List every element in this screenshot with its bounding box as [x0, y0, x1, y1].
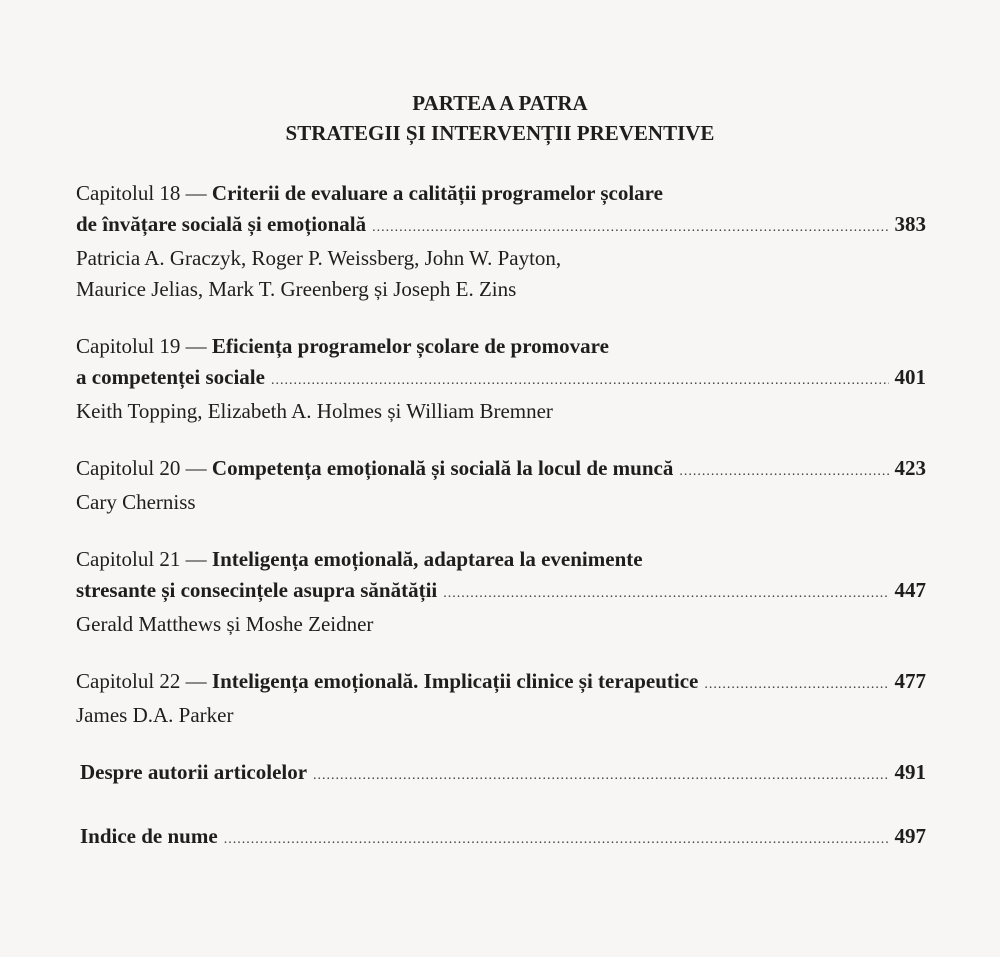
page-number: 423 — [894, 456, 926, 480]
chapter-title: Criterii de evaluare a calității programelor școlare — [211, 181, 663, 205]
chapter-title-cont: stresante și consecințele asupra sănătății — [76, 578, 438, 602]
dot-leader — [271, 365, 889, 396]
toc-entry-chapter-20[interactable] — [76, 453, 926, 518]
chapter-authors: Patricia A. Graczyk, Roger P. Weissberg, John W. Payton, — [76, 246, 562, 270]
toc-entry-name-index[interactable] — [76, 821, 926, 855]
page-number: 383 — [894, 212, 926, 236]
chapter-title: Eficiența programelor școlare de promovare — [211, 334, 609, 358]
dot-leader — [679, 456, 888, 487]
toc-entry-chapter-18[interactable] — [76, 178, 926, 305]
page-number: 491 — [894, 760, 926, 784]
part-title: STRATEGII ȘI INTERVENȚII PREVENTIVE — [285, 121, 715, 145]
chapter-title: Inteligența emoțională, adaptarea la evenimente — [211, 547, 643, 571]
chapter-title: Inteligența emoțională. Implicații clinice și terapeutice — [211, 669, 699, 693]
chapter-title-cont: a competenței sociale — [76, 365, 265, 389]
chapter-authors: Gerald Matthews și Moshe Zeidner — [76, 612, 374, 636]
chapter-label: Capitolul 18 — — [76, 181, 207, 205]
toc-entry-chapter-21[interactable] — [76, 544, 926, 640]
chapter-title-cont: de învățare socială și emoțională — [76, 212, 367, 236]
toc-entry-chapter-19[interactable] — [76, 331, 926, 427]
dot-leader — [313, 760, 888, 791]
chapter-authors: James D.A. Parker — [76, 703, 234, 727]
chapter-authors: Cary Cherniss — [76, 490, 196, 514]
chapter-label: Capitolul 19 — — [76, 334, 207, 358]
part-number: PARTEA A PATRA — [412, 91, 588, 115]
page-number: 497 — [894, 824, 926, 848]
chapter-title: Competența emoțională și socială la locul de muncă — [211, 456, 674, 480]
section-title: Despre autorii articolelor — [80, 760, 308, 784]
chapter-label: Capitolul 20 — — [76, 456, 207, 480]
toc-entry-about-authors[interactable] — [76, 757, 926, 791]
chapter-label: Capitolul 22 — — [76, 669, 207, 693]
section-title: Indice de nume — [80, 824, 218, 848]
part-heading — [0, 88, 1000, 148]
table-of-contents — [76, 178, 926, 885]
dot-leader — [224, 824, 889, 855]
toc-entry-chapter-22[interactable] — [76, 666, 926, 731]
dot-leader — [704, 669, 888, 700]
page-number: 401 — [894, 365, 926, 389]
chapter-authors-cont: Maurice Jelias, Mark T. Greenberg și Joseph E. Zins — [76, 277, 517, 301]
dot-leader — [372, 212, 888, 243]
dot-leader — [443, 578, 888, 609]
page-number: 477 — [894, 669, 926, 693]
page-number: 447 — [894, 578, 926, 602]
chapter-authors: Keith Topping, Elizabeth A. Holmes și William Bremner — [76, 399, 553, 423]
chapter-label: Capitolul 21 — — [76, 547, 207, 571]
